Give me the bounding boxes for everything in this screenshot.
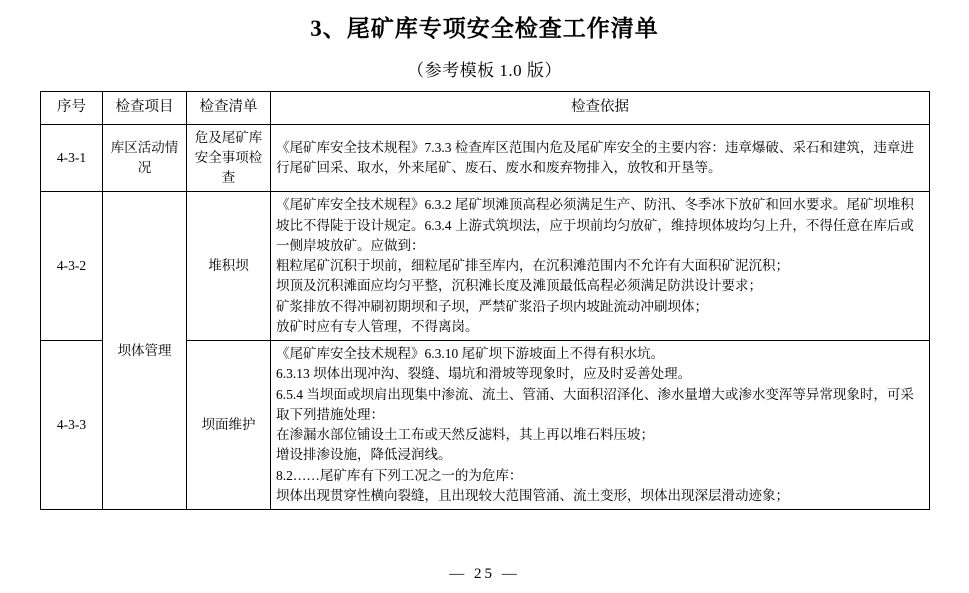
basis-line: 8.2……尾矿库有下列工况之一的为危库：: [276, 467, 523, 483]
row-list: 坝面维护: [187, 341, 271, 510]
column-header-item: 检查项目: [103, 91, 187, 124]
basis-line: 在渗漏水部位铺设土工布或天然反滤料，其上再以堆石料压坡；: [276, 427, 654, 443]
table-header-row: [41, 91, 930, 124]
basis-line: 放矿时应有专人管理，不得离岗。: [276, 318, 479, 334]
row-no: 4-3-1: [41, 124, 103, 192]
basis-line: 6.3.13 坝体出现冲沟、裂缝、塌坑和滑坡等现象时，应及时妥善处理。: [276, 366, 692, 382]
table-row: [41, 124, 930, 192]
row-no: 4-3-3: [41, 341, 103, 510]
row-list: 危及尾矿库安全事项检查: [187, 124, 271, 192]
row-no: 4-3-2: [41, 192, 103, 341]
basis-line: 增设排渗设施，降低浸润线。: [276, 447, 452, 463]
basis-line: 粗粒尾矿沉积于坝前，细粒尾矿排至库内，在沉积滩范围内不允许有大面积矿泥沉积；: [276, 258, 789, 274]
basis-line: 《尾矿库安全技术规程》7.3.3 检查库区范围内危及尾矿库安全的主要内容：违章爆破、采石和建筑，违章进行尾矿回采、取水，外来尾矿、废石、废水和废弃物排入，放牧和开垦等。: [276, 139, 914, 176]
row-list: 堆积坝: [187, 192, 271, 341]
column-header-list: 检查清单: [187, 91, 271, 124]
basis-line: 矿浆排放不得冲刷初期坝和子坝，严禁矿浆沿子坝内坡趾流动冲刷坝体；: [276, 298, 708, 314]
basis-line: 《尾矿库安全技术规程》6.3.10 尾矿坝下游坡面上不得有积水坑。: [276, 346, 665, 362]
basis-line: 坝体出现贯穿性横向裂缝，且出现较大范围管涌、流土变形，坝体出现深层滑动迹象；: [276, 487, 789, 503]
basis-line: 《尾矿库安全技术规程》6.3.2 尾矿坝滩顶高程必须满足生产、防汛、冬季冰下放矿和回水要求。尾矿坝堆积坡比不得陡于设计规定。6.3.4 上游式筑坝法，应于坝前均匀放矿，维持坝体坡均匀上升，不得任意在库后或一侧岸坡放矿。应做到：: [276, 197, 914, 253]
page-number: — 25 —: [449, 566, 520, 582]
basis-line: 坝顶及沉积滩面应均匀平整，沉积滩长度及滩顶最低高程必须满足防洪设计要求；: [276, 278, 762, 294]
checklist-table: [40, 91, 930, 510]
basis-line: 6.5.4 当坝面或坝肩出现集中渗流、流土、管涌、大面积沼泽化、渗水量增大或渗水变浑等异常现象时，可采取下列措施处理：: [276, 386, 914, 422]
page-title: 3、尾矿库专项安全检查工作清单: [310, 16, 659, 41]
document-page: [0, 14, 969, 593]
table-row: [41, 192, 930, 341]
page-subtitle: （参考模板 1.0 版）: [407, 60, 562, 80]
column-header-no: 序号: [41, 91, 103, 124]
row-item: 库区活动情况: [103, 124, 187, 192]
column-header-basis: 检查依据: [271, 91, 930, 124]
row-basis: [271, 124, 930, 192]
row-basis: [271, 192, 930, 341]
row-item: 坝体管理: [103, 192, 187, 510]
row-basis: [271, 341, 930, 510]
